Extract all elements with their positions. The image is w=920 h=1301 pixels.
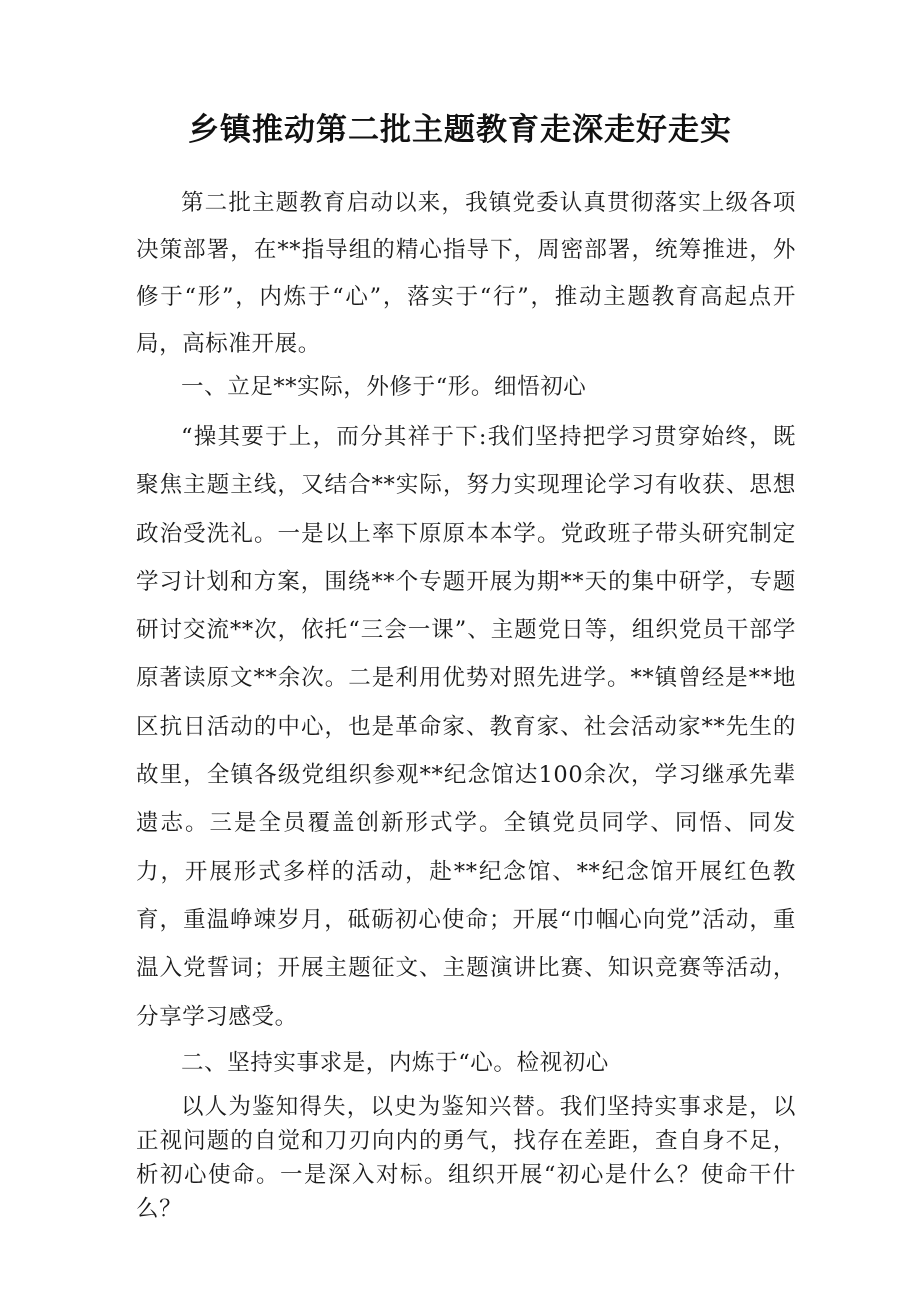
section-2-paragraph: 以人为鉴知得失，以史为鉴知兴替。我们坚持实事求是，以正视问题的自觉和刀刃向内的勇气，找存在差距，查自身不足，析初心使命。一是深入对标。组织开展“初心是什么？使命干什么？ — [136, 1094, 796, 1222]
section-heading-1: 一、立足**实际，外修于“形。细悟初心 — [181, 374, 587, 400]
document-title: 乡镇推动第二批主题教育走深走好走实 — [188, 112, 732, 148]
section-1-paragraph: “操其要于上，而分其祥于下:我们坚持把学习贯穿始终，既聚焦主题主线，又结合**实际，努力实现理论学习有收获、思想政治受洗礼。一是以上率下原原本本学。党政班子带头研究制定学习计划和方案，围绕**个专题开展为期**天的集中研学，专题研讨交流**次，依托“三会一课”、主题党日等，组织党员干部学原著读原文**余次。二是利用优势对照先进学。**镇曾经是**地区抗日活动的中心，也是革命家、教育家、社会活动家**先生的故里，全镇各级党组织参观**纪念馆达100余次，学习继承先辈遗志。三是全员覆盖创新形式学。全镇党员同学、同悟、同发力，开展形式多样的活动，赴**纪念馆、**纪念馆开展红色教育，重温峥竦岁月，砥砺初心使命；开展“巾帼心向党”活动，重温入党誓词；开展主题征文、主题演讲比赛、知识竞赛等活动，分享学习感受。 — [136, 424, 796, 1030]
section-heading-2: 二、坚持实事求是，内炼于“心。检视初心 — [181, 1050, 609, 1076]
intro-paragraph: 第二批主题教育启动以来，我镇党委认真贯彻落实上级各项决策部署，在**指导组的精心指导下，周密部署，统筹推进，外修于“形”，内炼于“心”，落实于“行”，推动主题教育高起点开局，高标准开展。 — [136, 190, 796, 357]
